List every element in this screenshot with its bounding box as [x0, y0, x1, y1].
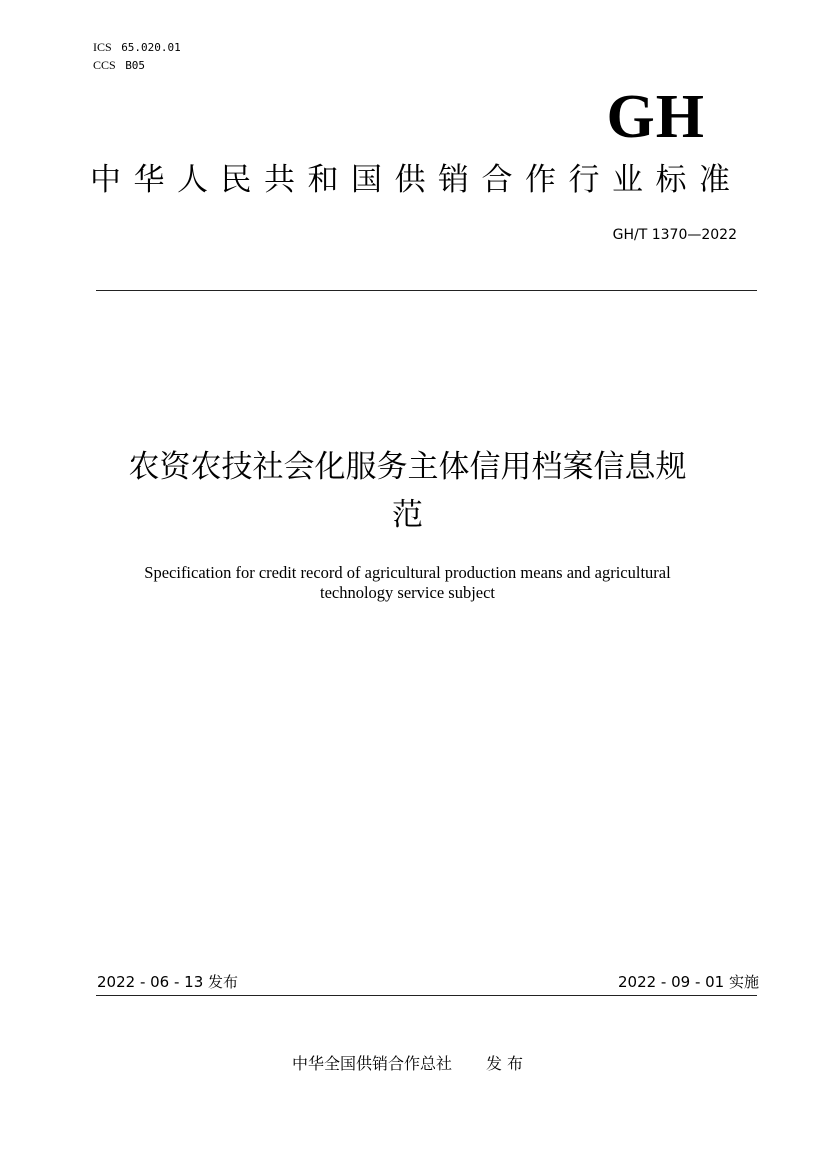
- ccs-code: [93, 58, 145, 73]
- title-en-line-2: technology service subject: [319, 583, 496, 602]
- ics-value: 65.020.01: [121, 41, 181, 54]
- issuer-line: [0, 1053, 815, 1075]
- gh-logo-mark: GH: [606, 83, 705, 151]
- document-title-en: [60, 563, 755, 603]
- title-zh-line-2: 范: [392, 497, 423, 533]
- header-divider: [96, 290, 757, 291]
- ics-label: ICS: [93, 40, 112, 54]
- release-date: 2022 - 06 - 13 发布: [97, 973, 239, 991]
- ics-code: [93, 40, 181, 55]
- standard-number: GH/T 1370—2022: [612, 227, 737, 243]
- issuer-name: 中华全国供销合作总社: [291, 1054, 452, 1073]
- implementation-date: 2022 - 09 - 01 实施: [617, 973, 759, 991]
- document-title-zh: [60, 443, 755, 539]
- organization-title: 中华人民共和国供销合作行业标准: [90, 162, 743, 198]
- title-en-line-1: Specification for credit record of agricultural production means and agricultural: [144, 563, 671, 582]
- ccs-label: CCS: [93, 58, 116, 72]
- issuer-action: 发 布: [485, 1054, 524, 1073]
- ccs-value: B05: [125, 59, 146, 72]
- title-zh-line-1: 农资农技社会化服务主体信用档案信息规: [128, 449, 687, 485]
- footer-divider: [96, 995, 757, 996]
